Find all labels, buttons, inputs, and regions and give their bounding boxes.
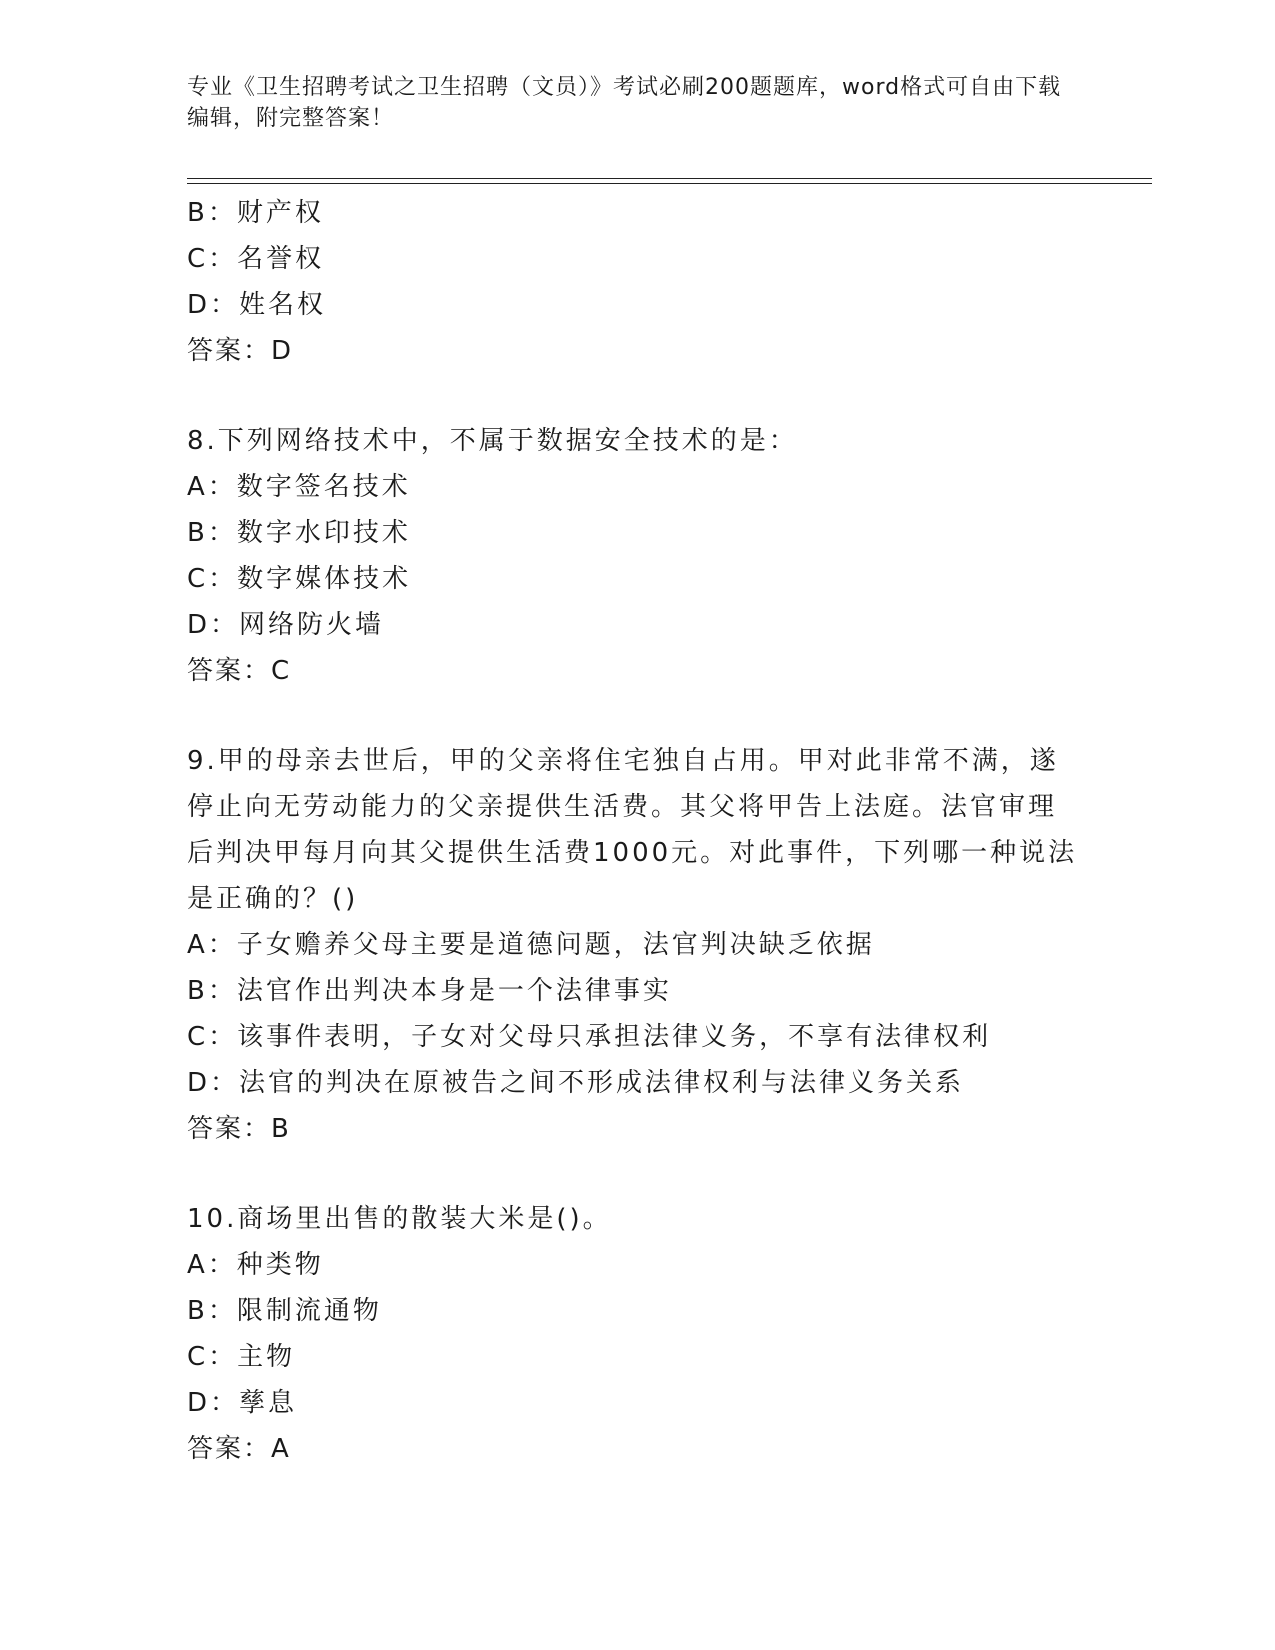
option-b: B：财产权 bbox=[187, 198, 324, 228]
option-a: A：种类物 bbox=[187, 1250, 324, 1280]
question-text: 8.下列网络技术中，不属于数据安全技术的是： bbox=[187, 426, 798, 456]
answer: 答案：C bbox=[187, 656, 292, 686]
question-8 bbox=[187, 418, 1087, 694]
question-text-line: 9.甲的母亲去世后，甲的父亲将住宅独自占用。甲对此非常不满，遂 bbox=[187, 746, 1059, 776]
option-b: B：法官作出判决本身是一个法律事实 bbox=[187, 976, 672, 1006]
option-c: C：该事件表明，子女对父母只承担法律义务，不享有法律权利 bbox=[187, 1022, 992, 1052]
header-rule-top bbox=[187, 178, 1152, 179]
question-text-line: 后判决甲每月向其父提供生活费1000元。对此事件，下列哪一种说法 bbox=[187, 838, 1078, 868]
answer: 答案：D bbox=[187, 336, 294, 366]
option-b: B：限制流通物 bbox=[187, 1296, 382, 1326]
option-c: C：数字媒体技术 bbox=[187, 564, 412, 594]
option-b: B：数字水印技术 bbox=[187, 518, 411, 548]
option-d: D：孳息 bbox=[187, 1388, 298, 1418]
option-d: D：姓名权 bbox=[187, 290, 327, 320]
question-text: 10.商场里出售的散装大米是()。 bbox=[187, 1204, 612, 1234]
option-c: C：主物 bbox=[187, 1342, 296, 1372]
option-d: D：法官的判决在原被告之间不形成法律权利与法律义务关系 bbox=[187, 1068, 965, 1098]
option-a: A：子女赡养父母主要是道德问题，法官判决缺乏依据 bbox=[187, 930, 875, 960]
answer: 答案：B bbox=[187, 1114, 291, 1144]
question-9 bbox=[187, 738, 1087, 1152]
question-text-line: 停止向无劳动能力的父亲提供生活费。其父将甲告上法庭。法官审理 bbox=[187, 792, 1058, 822]
question-7-tail bbox=[187, 190, 1087, 374]
option-d: D：网络防火墙 bbox=[187, 610, 385, 640]
question-10 bbox=[187, 1196, 1087, 1472]
document-header: 专业《卫生招聘考试之卫生招聘（文员）》考试必刷200题题库，word格式可自由下载编辑，附完整答案！ bbox=[187, 75, 1062, 131]
answer: 答案：A bbox=[187, 1434, 291, 1464]
question-text-line: 是正确的？() bbox=[187, 884, 359, 914]
header-rule-bottom bbox=[187, 183, 1152, 184]
option-a: A：数字签名技术 bbox=[187, 472, 411, 502]
question-content bbox=[187, 190, 1087, 1472]
option-c: C：名誉权 bbox=[187, 244, 325, 274]
